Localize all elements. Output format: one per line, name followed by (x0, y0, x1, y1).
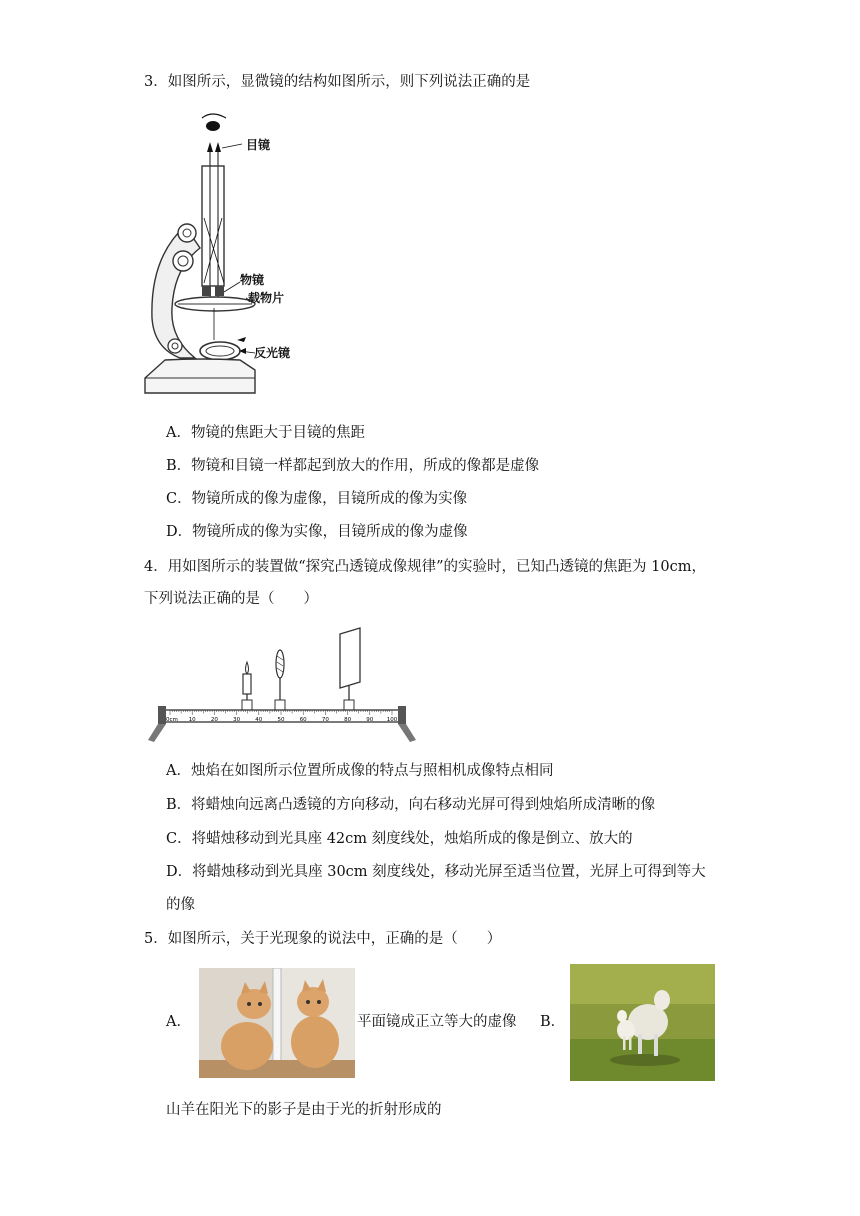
ruler-tick-label: 80 (344, 717, 352, 723)
q5-option-a-text: 平面镜成正立等大的虚像 (357, 1014, 517, 1030)
label-mirror: 反光镜 (254, 346, 291, 360)
q4-option-a: A．烛焰在如图所示位置所成像的特点与照相机成像特点相同 (166, 763, 554, 779)
q5-option-b-text: 山羊在阳光下的影子是由于光的折射形成的 (166, 1102, 442, 1118)
label-objective: 物镜 (240, 273, 265, 287)
ruler-tick-label: 0cm (166, 717, 178, 723)
cat-mirror-photo (199, 968, 355, 1078)
q4-option-b: B．将蜡烛向远离凸透镜的方向移动，向右移动光屏可得到烛焰所成清晰的像 (166, 797, 656, 813)
sheep-photo (570, 964, 715, 1081)
q3-option-d: D．物镜所成的像为实像，目镜所成的像为虚像 (166, 524, 468, 540)
q5-option-b-letter: B． (540, 1014, 566, 1030)
q4-stem-line2: 下列说法正确的是（ ） (144, 591, 318, 607)
eye-icon (202, 114, 226, 131)
ruler-tick-label: 10 (188, 717, 196, 723)
q4-option-d-continued: 的像 (166, 897, 195, 913)
q3-stem: 3．如图所示，显微镜的结构如图所示，则下列说法正确的是 (144, 74, 531, 90)
ruler-tick-label: 60 (299, 717, 307, 723)
candle (243, 674, 251, 694)
q3-option-b: B．物镜和目镜一样都起到放大的作用，所成的像都是虚像 (166, 458, 540, 474)
q5-stem: 5．如图所示，关于光现象的说法中，正确的是（ ） (144, 931, 502, 947)
microscope-figure (140, 108, 310, 408)
ruler-tick-label: 70 (321, 717, 329, 723)
ruler-tick-label: 50 (277, 717, 285, 723)
ruler-tick-label: 30 (233, 717, 241, 723)
q3-option-c: C．物镜所成的像为虚像，目镜所成的像为实像 (166, 491, 468, 507)
ruler-tick-label: 20 (210, 717, 218, 723)
label-slide: 载物片 (248, 291, 285, 305)
q3-option-a: A．物镜的焦距大于目镜的焦距 (166, 425, 365, 441)
ruler-tick-label: 40 (255, 717, 263, 723)
q4-stem-line1: 4．用如图所示的装置做“探究凸透镜成像规律”的实验时，已知凸透镜的焦距为 10cm， (144, 559, 706, 575)
q5-option-a-letter: A． (166, 1014, 191, 1030)
optical-bench-figure (146, 626, 418, 744)
candle-flame (246, 662, 249, 674)
ruler-tick-label: 100 (386, 717, 398, 723)
light-screen (340, 628, 360, 688)
q4-option-c: C．将蜡烛移动到光具座 42cm 刻度线处，烛焰所成的像是倒立、放大的 (166, 831, 633, 847)
label-eyepiece: 目镜 (246, 138, 271, 152)
q4-option-d: D．将蜡烛移动到光具座 30cm 刻度线处，移动光屏至适当位置，光屏上可得到等大 (166, 864, 706, 880)
ruler-tick-label: 90 (366, 717, 374, 723)
